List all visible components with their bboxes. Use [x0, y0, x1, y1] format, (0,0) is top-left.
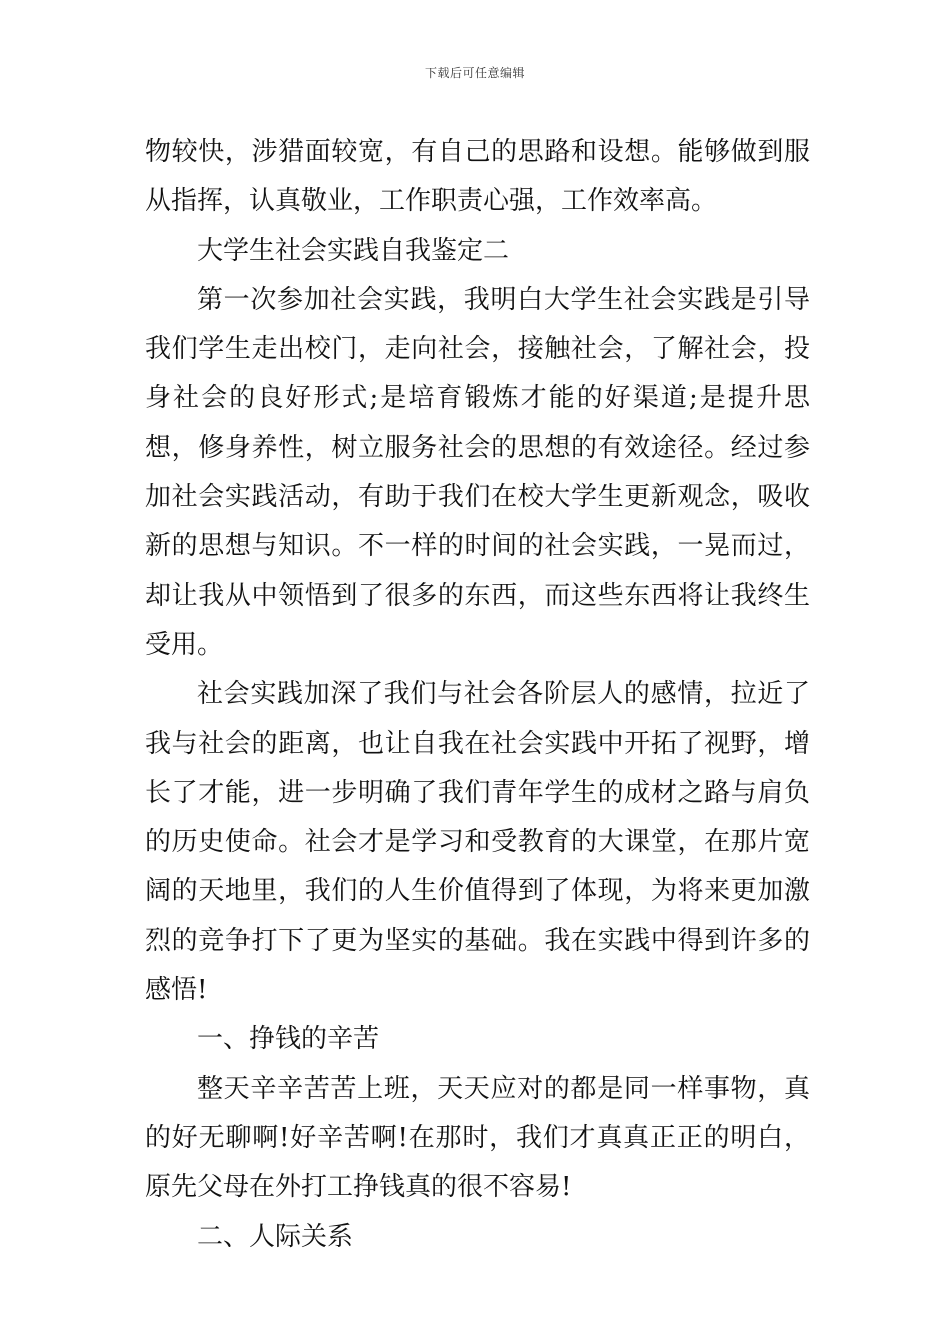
paragraph-work-hardship: 整天辛辛苦苦上班，天天应对的都是同一样事物，真的好无聊啊!好辛苦啊!在那时，我们才真真正正的明白，原先父母在外打工挣钱真的很不容易! — [145, 1073, 810, 1203]
subheading-interpersonal: 二、人际关系 — [197, 1221, 354, 1252]
subheading-earning-money: 一、挣钱的辛苦 — [197, 1024, 380, 1055]
document-body — [145, 128, 810, 1262]
paragraph-first-practice: 第一次参加社会实践，我明白大学生社会实践是引导我们学生走出校门，走向社会，接触社会，了解社会，投身社会的良好形式;是培育锻炼才能的好渠道;是提升思想，修身养性，树立服务社会的思想的有效途径。经过参加社会实践活动，有助于我们在校大学生更新观念，吸收新的思想与知识。不一样的时间的社会实践，一晃而过，却让我从中领悟到了很多的东西，而这些东西将让我终生受用。 — [145, 284, 810, 660]
page-header: 下载后可任意编辑 — [424, 66, 525, 80]
section-heading-self-evaluation-2: 大学生社会实践自我鉴定二 — [197, 235, 510, 266]
paragraph-practice-deepened: 社会实践加深了我们与社会各阶层人的感情，拉近了我与社会的距离，也让自我在社会实践中开拓了视野，增长了才能，进一步明确了我们青年学生的成材之路与肩负的历史使命。社会才是学习和受教育的大课堂，在那片宽阔的天地里，我们的人生价值得到了体现，为将来更加激烈的竞争打下了更为坚实的基础。我在实践中得到许多的感悟! — [145, 679, 810, 1006]
paragraph-continuation: 物较快，涉猎面较宽，有自己的思路和设想。能够做到服从指挥，认真敬业，工作职责心强，工作效率高。 — [145, 137, 810, 217]
